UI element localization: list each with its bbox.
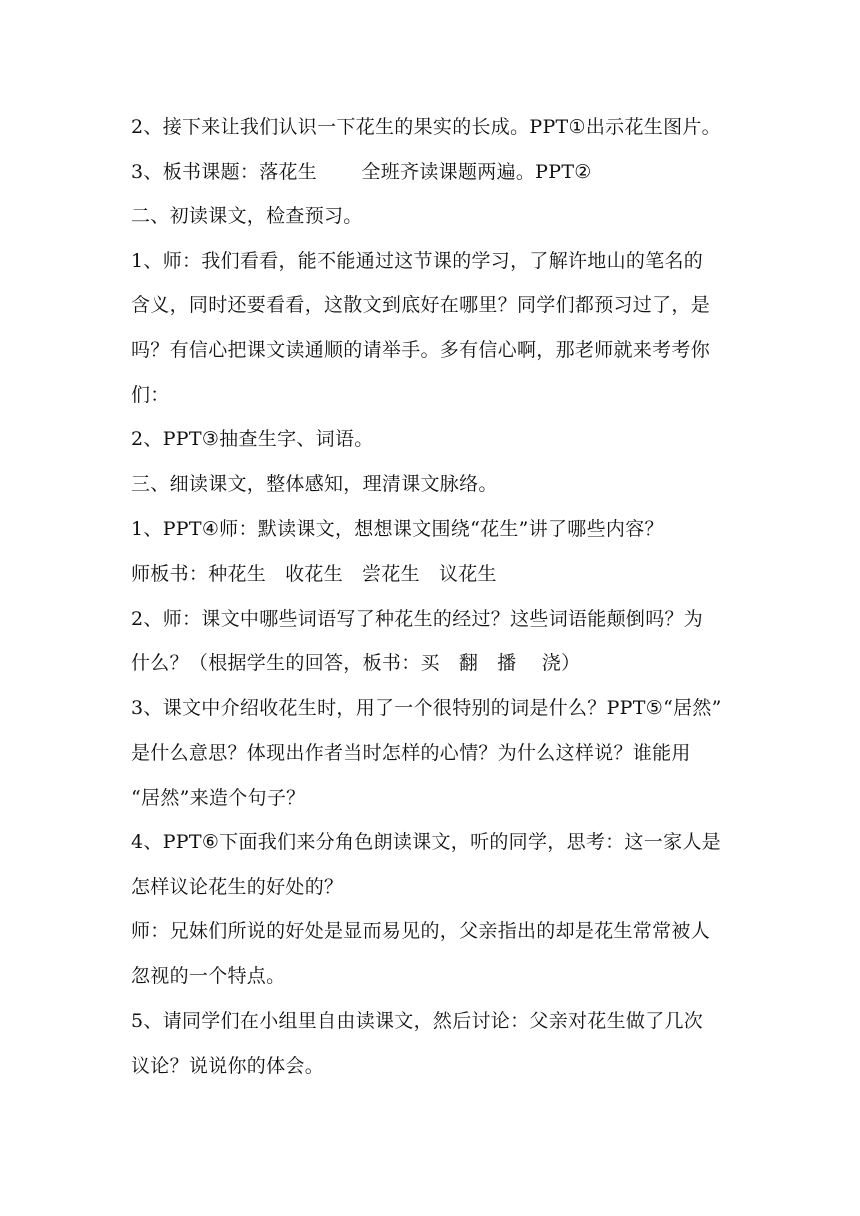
text-line: 1、PPT④师：默读课文，想想课文围绕“花生”讲了哪些内容？ [131,518,664,540]
text-line: “居然”来造个句子？ [131,787,306,809]
text-line: 三、细读课文，整体感知，理清课文脉络。 [131,473,498,495]
text-line: 含义，同时还要看看，这散文到底好在哪里？同学们都预习过了，是 [131,294,711,316]
text-line: 议论？说说你的体会。 [131,1055,325,1077]
text-line: 师板书：种花生 收花生 尝花生 议花生 [131,563,497,585]
text-line: 怎样议论花生的好处的？ [131,876,344,898]
text-line: 吗？有信心把课文读通顺的请举手。多有信心啊，那老师就来考考你 [131,339,711,361]
text-line: 师：兄妹们所说的好处是显而易见的，父亲指出的却是花生常常被人 [131,920,711,942]
text-line: 2、师：课文中哪些词语写了种花生的经过？这些词语能颠倒吗？为 [131,608,704,630]
text-line: 3、课文中介绍收花生时，用了一个很特别的词是什么？PPT⑤“居然” [131,697,722,719]
text-line: 什么？（根据学生的回答，板书：买 翻 播 浇） [131,652,581,674]
text-line: 2、接下来让我们认识一下花生的果实的长成。PPT①出示花生图片。 [131,116,721,138]
text-line: 3、板书课题：落花生 全班齐读课题两遍。PPT② [131,161,592,183]
text-line: 们： [131,384,170,406]
text-line: 5、请同学们在小组里自由读课文，然后讨论：父亲对花生做了几次 [131,1010,704,1032]
text-line: 1、师：我们看看，能不能通过这节课的学习，了解许地山的笔名的 [131,250,704,272]
text-line: 2、PPT③抽查生字、词语。 [131,428,374,450]
text-line: 4、PPT⑥下面我们来分角色朗读课文，听的同学，思考：这一家人是 [131,831,721,853]
text-line: 二、初读课文，检查预习。 [131,205,363,227]
text-line: 是什么意思？体现出作者当时怎样的心情？为什么这样说？谁能用 [131,742,691,764]
text-line: 忽视的一个特点。 [131,965,286,987]
